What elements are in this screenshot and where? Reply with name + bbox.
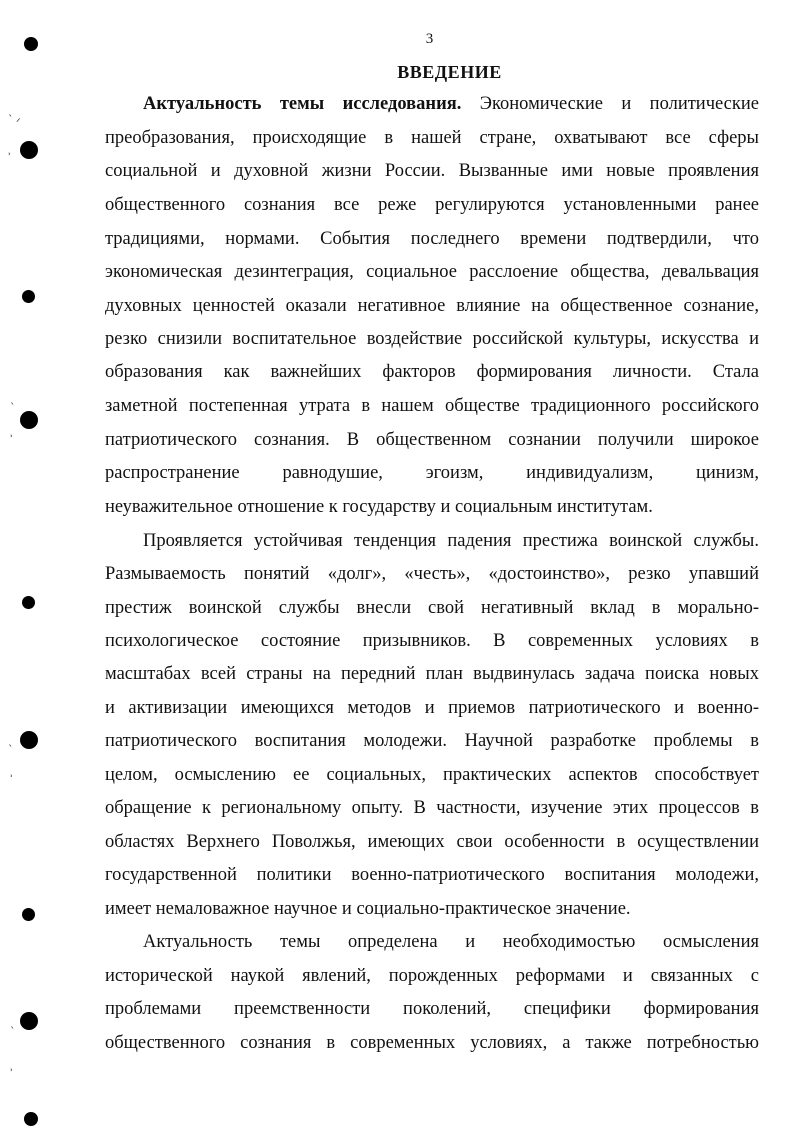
paragraph-line: духовных ценностей оказали негативное влияние на общественное сознание, <box>105 296 759 316</box>
paragraph-line: социальной и духовной жизни России. Вызванные ими новые проявления <box>105 161 759 181</box>
paragraph-line: общественного сознания в современных условиях, а также потребностью <box>105 1033 759 1053</box>
paragraph-line: имеет немаловажное научное и социально-практическое значение. <box>105 899 631 919</box>
paragraph-line: патриотического сознания. В общественном сознании получили широкое <box>105 430 759 450</box>
paragraph-1-line-1: Актуальность темы исследования. Экономические и политические <box>143 94 759 114</box>
binding-hole-2 <box>20 141 38 159</box>
binding-hole-4 <box>20 411 38 429</box>
binding-hole-7 <box>22 908 35 921</box>
scan-speck: ˒ <box>10 430 14 443</box>
paragraph-line: образования как важнейших факторов формирования личности. Стала <box>105 362 759 382</box>
paragraph-line: масштабах всей страны на передний план выдвинулась задача поиска новых <box>105 664 759 684</box>
paragraph-line: государственной политики военно-патриотического воспитания молодежи, <box>105 865 759 885</box>
paragraph-line: неуважительное отношение к государству и социальным институтам. <box>105 497 653 517</box>
paragraph-line: заметной постепенная утрата в нашем обществе традиционного российского <box>105 396 759 416</box>
paragraph-line: и активизации имеющихся методов и приемов патриотического и военно- <box>105 698 759 718</box>
binding-hole-8 <box>20 1012 38 1030</box>
scan-speck: ˎ <box>10 1016 16 1029</box>
scan-speck: ᐟ <box>16 116 21 129</box>
paragraph-line: Размываемость понятий «долг», «честь», «достоинство», резко упавший <box>105 564 759 584</box>
paragraph-line: целом, осмыслению ее социальных, практических аспектов способствует <box>105 765 759 785</box>
page-number: 3 <box>425 31 434 47</box>
page-title: ВВЕДЕНИЕ <box>397 62 502 82</box>
paragraph-line: психологическое состояние призывников. В современных условиях в <box>105 631 759 651</box>
paragraph-line: областях Верхнего Поволжья, имеющих свои особенности в осуществлении <box>105 832 759 852</box>
paragraph-line: проблемами преемственности поколений, специфики формирования <box>105 999 759 1019</box>
paragraph-line: престиж воинской службы внесли свой негативный вклад в морально- <box>105 598 759 618</box>
paragraph-line: исторической наукой явлений, порожденных реформами и связанных с <box>105 966 759 986</box>
paragraph-line: резко снизили воспитательное воздействие российской культуры, искусства и <box>105 329 759 349</box>
paragraph-line: экономическая дезинтеграция, социальное расслоение общества, девальвация <box>105 262 759 282</box>
paragraph-line: преобразования, происходящие в нашей стране, охватывают все сферы <box>105 128 759 148</box>
binding-hole-9 <box>24 1112 38 1126</box>
paragraph-line: традициями, нормами. События последнего времени подтвердили, что <box>105 229 759 249</box>
scan-speck: ˒ <box>8 148 12 161</box>
scan-speck: ˒ <box>10 770 14 783</box>
scan-speck: ˎ <box>10 392 16 405</box>
binding-hole-3 <box>22 290 35 303</box>
paragraph-line: общественного сознания все реже регулируются установленными ранее <box>105 195 759 215</box>
scan-speck: ˒ <box>10 1064 14 1077</box>
paragraph-line: Актуальность темы определена и необходимостью осмысления <box>143 932 759 952</box>
scan-speck: ˎ <box>8 104 14 117</box>
paragraph-line: патриотического воспитания молодежи. Научной разработке проблемы в <box>105 731 759 751</box>
paragraph-line: Проявляется устойчивая тенденция падения престижа воинской службы. <box>143 531 759 551</box>
paragraph-line: распространение равнодушие, эгоизм, индивидуализм, цинизм, <box>105 463 759 483</box>
paragraph-line: обращение к региональному опыту. В частности, изучение этих процессов в <box>105 798 759 818</box>
binding-hole-6 <box>20 731 38 749</box>
scan-speck: ˎ <box>8 734 14 747</box>
section-lead: Актуальность темы исследования. <box>143 94 462 114</box>
binding-hole-5 <box>22 596 35 609</box>
